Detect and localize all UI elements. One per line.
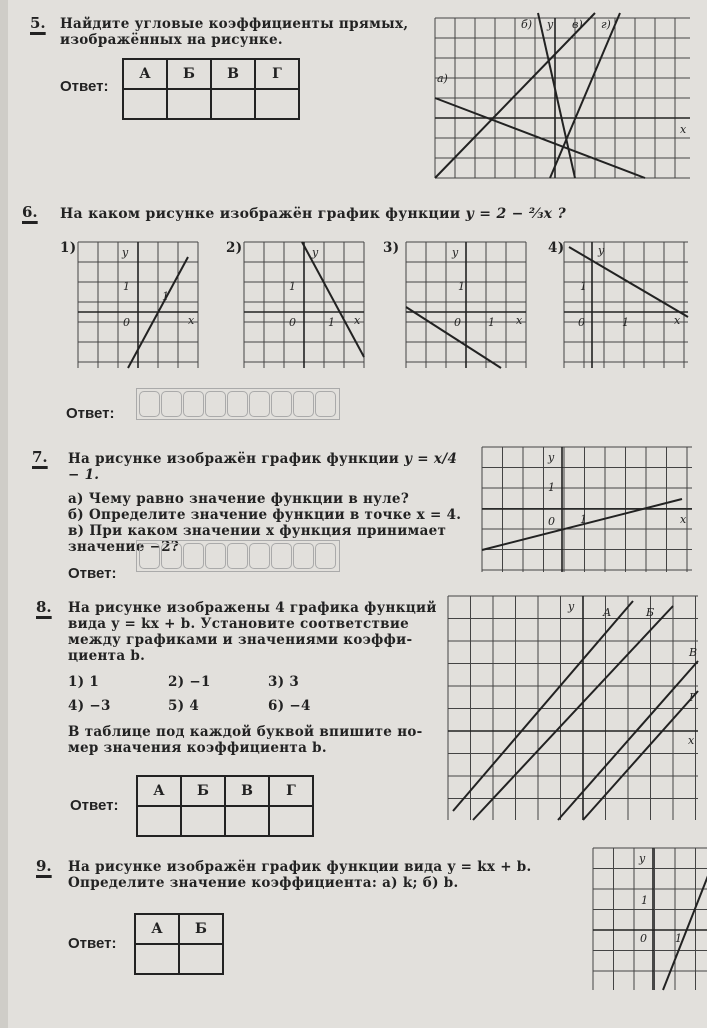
task-8-line: На рисунке изображены 4 графика функций [68,600,437,616]
task-9-number: 9. [36,857,52,875]
origin-label: 0 [640,932,647,945]
answer-label: Ответ: [66,405,115,422]
task-8-line: вида y = kx + b. Установите соответствие [68,616,410,632]
y-label: y [122,246,129,259]
task-8-graph [448,596,698,820]
option-4-graph [564,242,688,368]
option: 1) 1 [68,674,100,690]
function-line [663,858,707,990]
task-5-line: Найдите угловые коэффициенты прямых, [60,16,409,32]
task-7-part-c: в) При каком значении x функция принимает [68,523,447,539]
tick-1: 1 [162,290,169,303]
answer-cell[interactable] [123,89,167,119]
col-v: В [225,776,269,806]
task-6-number: 6. [22,203,38,221]
origin-label: 0 [548,515,555,528]
tick-1: 1 [123,280,130,293]
label-a: А [603,606,612,619]
answer-label: Ответ: [68,565,117,582]
x-label: x [680,123,687,136]
origin-label: 0 [578,316,585,329]
task-7-question: На рисунке изображён график функции [68,451,400,467]
col-b: Б [167,59,211,89]
task-5-text [60,16,408,48]
option: 3) 3 [268,674,300,690]
y-label: y [568,600,575,613]
task-5-line: изображённых на рисунке. [60,32,283,48]
col-b: Б [181,776,225,806]
label-v: В [689,646,698,659]
option-3-graph [406,242,526,368]
task-7-number: 7. [32,448,48,466]
x-label: x [674,314,681,327]
option-1-label: 1) [60,240,77,256]
answer-label: Ответ: [68,935,117,952]
col-a: А [135,914,179,944]
option-4-label: 4) [548,240,565,256]
col-a: А [123,59,167,89]
y-label: y [547,18,554,31]
answer-boxes[interactable] [136,540,340,572]
line-b [473,606,673,820]
option-2-label: 2) [226,240,243,256]
task-7-part-c-cont: значение −2? [68,539,180,555]
label-b: Б [646,606,655,619]
task-7-graph [482,447,692,572]
task-7-formula: y = x/4 − 1. [68,451,458,483]
label-a: а) [437,72,448,85]
function-line [302,242,364,357]
y-label: y [452,246,459,259]
option-2-graph [244,242,364,368]
y-label: y [548,451,555,464]
x-label: x [688,734,695,747]
tick-1: 1 [641,894,648,907]
x-label: x [354,314,361,327]
option-1-graph [78,242,198,368]
task-9-text [68,859,532,891]
task-7-part-a: а) Чему равно значение функции в нуле? [68,491,410,507]
answer-cell[interactable] [269,806,313,836]
answer-label: Ответ: [60,78,109,95]
task-9-graph [593,848,707,990]
answer-cell[interactable] [181,806,225,836]
tick-1: 1 [328,316,335,329]
col-a: А [137,776,181,806]
answer-label: Ответ: [70,797,119,814]
line-g [583,691,698,820]
origin-label: 0 [289,316,296,329]
task-8-number: 8. [36,598,52,616]
col-b: Б [179,914,223,944]
answer-cell[interactable] [135,944,179,974]
y-label: y [312,246,319,259]
option: 4) −3 [68,698,111,714]
y-label: y [598,244,605,257]
task-8-answer-table [136,775,314,837]
option: 2) −1 [168,674,211,690]
task-8-instruction: мер значения коэффициента b. [68,740,327,756]
tick-1: 1 [622,316,629,329]
x-label: x [680,513,687,526]
origin-label: 0 [123,316,130,329]
x-label: x [516,314,523,327]
task-9-answer-table [134,913,224,975]
tick-1: 1 [548,481,555,494]
task-6-question: На каком рисунке изображён график функции [60,206,461,222]
worksheet-page [8,0,707,1028]
answer-cell[interactable] [255,89,299,119]
label-g: г) [601,18,611,31]
answer-boxes[interactable] [136,388,340,420]
option: 5) 4 [168,698,200,714]
y-label: y [639,852,646,865]
x-label: x [188,314,195,327]
tick-1: 1 [488,316,495,329]
tick-1: 1 [580,280,587,293]
option: 6) −4 [268,698,311,714]
col-g: Г [269,776,313,806]
task-6-text [60,206,566,222]
label-v: в) [572,18,583,31]
task-8-text [68,600,440,756]
tick-1: 1 [580,513,587,526]
answer-cell[interactable] [137,806,181,836]
col-v: В [211,59,255,89]
label-g: Г [689,691,697,704]
task-5-number: 5. [30,14,46,32]
answer-cell[interactable] [167,89,211,119]
option-3-label: 3) [383,240,400,256]
label-b: б) [521,18,533,31]
task-9-line: На рисунке изображён график функции вида y = kx + b. [68,859,532,875]
origin-label: 0 [454,316,461,329]
answer-cell[interactable] [225,806,269,836]
task-5-graph [435,18,690,178]
grid [448,596,698,820]
task-5-answer-table [122,58,300,120]
task-6-formula: y = 2 − ⅔x ? [465,206,566,222]
answer-cell[interactable] [211,89,255,119]
task-8-line: между графиками и значениями коэффи- [68,632,413,648]
task-9-line: Определите значение коэффициента: а) k; б) b. [68,875,459,891]
task-8-instruction: В таблице под каждой буквой впишите но- [68,724,423,740]
answer-cell[interactable] [179,944,223,974]
task-8-line: циента b. [68,648,146,664]
task-7-part-b: б) Определите значение функции в точке x = 4. [68,507,462,523]
tick-1: 1 [289,280,296,293]
tick-1: 1 [675,932,682,945]
col-g: Г [255,59,299,89]
grid [435,18,690,178]
tick-1: 1 [458,280,465,293]
